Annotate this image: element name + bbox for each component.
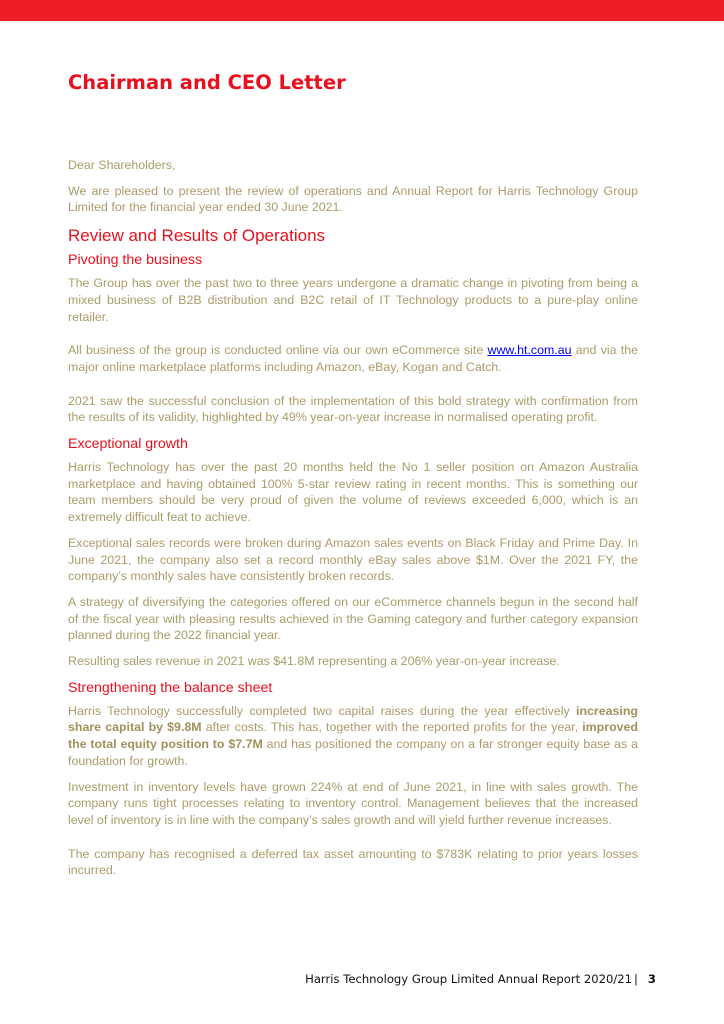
- salutation: Dear Shareholders,: [68, 158, 176, 172]
- letter-body: [68, 157, 638, 888]
- section-heading: Review and Results of Operations: [68, 226, 326, 246]
- balance-paragraph-3: The company has recognised a deferred tax asset amounting to $783K relating to prior years losses incurred.: [68, 846, 638, 878]
- pivot-paragraph-3: 2021 saw the successful conclusion of the implementation of this bold strategy with confirmation from the results of its validity, highlighted by 49% year-on-year increase in normalised operating profit.: [68, 393, 638, 425]
- growth-paragraph-1: Harris Technology has over the past 20 months held the No 1 seller position on Amazon Australia marketplace and having obtained 100% 5-star review rating in recent months. This is something our team members should be very proud of given the volume of reviews exceeded 6,000, which is an extremely difficult feat to achieve.: [68, 460, 638, 525]
- balance-heading: Strengthening the balance sheet: [68, 679, 273, 696]
- balance-p1-text-a: Harris Technology successfully completed two capital raises during the year effectively: [68, 703, 577, 718]
- balance-paragraph-1: [68, 703, 638, 770]
- balance-p1-text-b: after costs. This has, together with the reported profits for the year,: [201, 720, 583, 735]
- growth-paragraph-2: Exceptional sales records were broken during Amazon sales events on Black Friday and Prime Day. In June 2021, the company also set a record monthly eBay sales above $1M. Over the 2021 FY, the company’s monthly sales have consistently broken records.: [68, 535, 638, 584]
- page-title: Chairman and CEO Letter: [68, 71, 346, 94]
- pivot-paragraph-2: [68, 342, 638, 375]
- pivot-heading: Pivoting the business: [68, 252, 203, 269]
- balance-paragraph-2: Investment in inventory levels have grown 224% at end of June 2021, in line with sales growth. The company runs tight processes relating to inventory control. Management believes that the increased level of inventory is in line with the company’s sales growth and will yield further revenue increases.: [68, 779, 638, 827]
- website-link[interactable]: www.ht.com.au: [487, 343, 572, 358]
- pivot-p2-text-before: All business of the group is conducted online via our own eCommerce site: [68, 343, 488, 358]
- balance-p1-text-c: and has positioned the company on a far stronger equity base as a foundation for growth.: [68, 737, 638, 768]
- share-capital-highlight: increasing share capital by $9.8M: [68, 703, 638, 735]
- footer-report-title: Harris Technology Group Limited Annual Report 2020/21: [305, 972, 633, 986]
- pivot-paragraph-1: The Group has over the past two to three years undergone a dramatic change in pivoting from being a mixed business of B2B distribution and B2C retail of IT Technology products to a pure-play online retailer.: [68, 276, 638, 324]
- growth-paragraph-4: Resulting sales revenue in 2021 was $41.8M representing a 206% year-on-year increase.: [68, 654, 560, 669]
- page-footer: [305, 972, 656, 986]
- page-number: 3: [647, 972, 656, 986]
- equity-highlight: improved the total equity position to $7.7M: [68, 720, 638, 752]
- growth-paragraph-3: A strategy of diversifying the categories offered on our eCommerce channels begun in the second half of the fiscal year with pleasing results achieved in the Gaming category and further category expansion planned during the 2022 financial year.: [68, 594, 638, 643]
- growth-heading: Exceptional growth: [68, 436, 188, 453]
- intro-paragraph: We are pleased to present the review of operations and Annual Report for Harris Technology Group Limited for the financial year ended 30 June 2021.: [68, 183, 638, 215]
- top-accent-bar: [0, 0, 724, 21]
- pivot-p2-text-after: and via the major online marketplace platforms including Amazon, eBay, Kogan and Catch.: [68, 343, 638, 374]
- footer-separator: |: [634, 972, 638, 986]
